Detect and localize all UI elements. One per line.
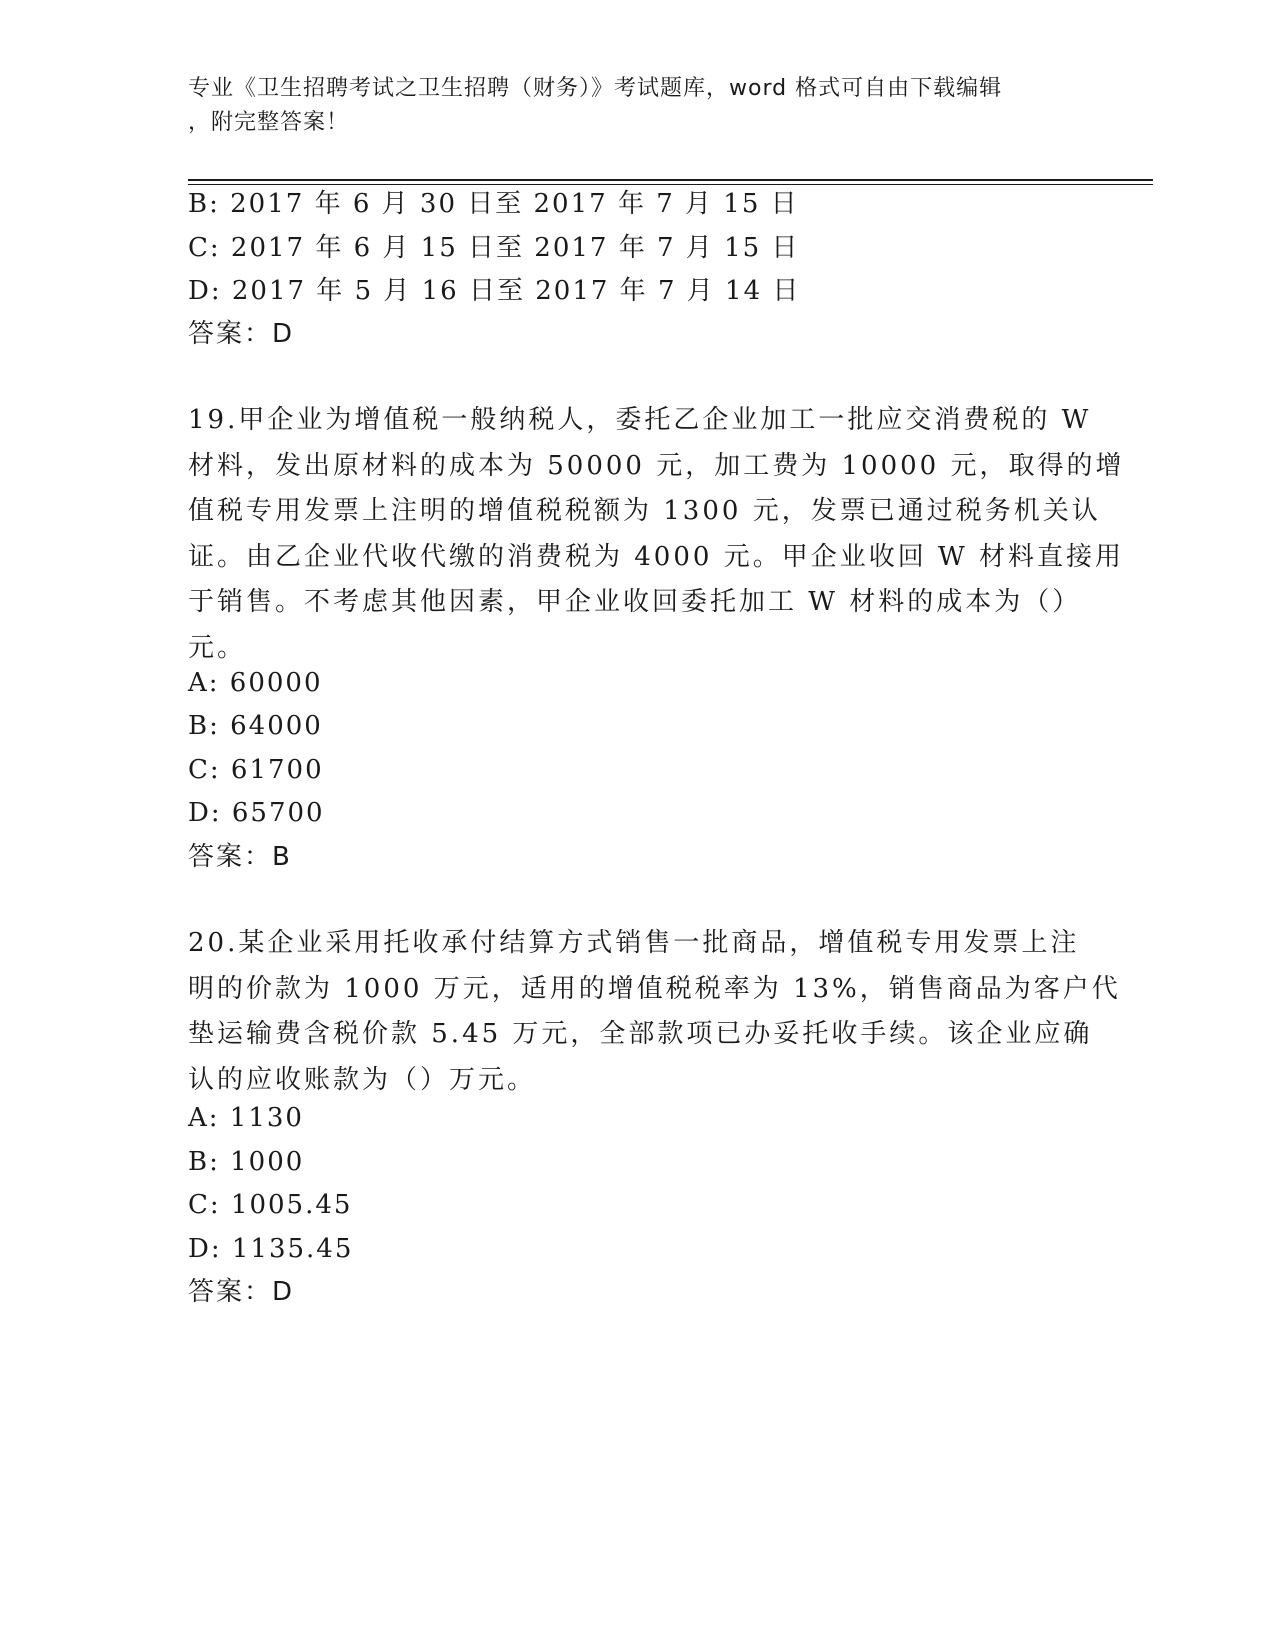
q20-stem-line: 明的价款为 1000 万元，适用的增值税税率为 13%，销售商品为客户代 [188,973,1121,1004]
q20-answer: 答案：D [188,1277,295,1307]
q20-option-c: C: 1005.45 [188,1190,353,1220]
header-line-1: 专业《卫生招聘考试之卫生招聘（财务）》考试题库，word 格式可自由下载编辑 [188,76,1003,101]
q19-stem-line: 元。 [188,632,247,663]
q20-stem-line: 认的应收账款为（）万元。 [188,1064,537,1095]
q20-option-a: A: 1130 [188,1103,304,1133]
q19-answer: 答案：B [188,842,292,872]
q20-stem-line: 20.某企业采用托收承付结算方式销售一批商品，增值税专用发票上注 [188,928,1080,958]
document-header [188,72,1068,140]
header-line-2: ，附完整答案！ [188,110,350,135]
q19-option-d: D: 65700 [188,798,325,828]
q19-stem-line: 值税专用发票上注明的增值税税额为 1300 元，发票已通过税务机关认 [188,496,1101,526]
q19-stem-line: 19.甲企业为增值税一般纳税人，委托乙企业加工一批应交消费税的 W [188,405,1092,435]
q19-option-b: B: 64000 [188,711,323,741]
q20-option-b: B: 1000 [188,1147,305,1177]
q19-option-c: C: 61700 [188,755,324,785]
q19-stem [188,398,1125,671]
header-divider-thin [188,184,1153,185]
q18-answer: 答案：D [188,319,295,349]
q18-option-b: B: 2017 年 6 月 30 日至 2017 年 7 月 15 日 [188,189,799,219]
q20-stem [188,921,1121,1103]
q20-stem-line: 垫运输费含税价款 5.45 万元，全部款项已办妥托收手续。该企业应确 [188,1019,1093,1049]
q19-option-a: A: 60000 [188,668,323,698]
q19-stem-line: 材料，发出原材料的成本为 50000 元，加工费为 10000 元，取得的增 [188,450,1125,481]
q20-option-d: D: 1135.45 [188,1234,354,1264]
q19-stem-line: 于销售。不考虑其他因素，甲企业收回委托加工 W 材料的成本为（） [188,587,1082,617]
q18-option-c: C: 2017 年 6 月 15 日至 2017 年 7 月 15 日 [188,233,800,263]
header-divider-thick [188,179,1153,181]
q18-option-d: D: 2017 年 5 月 16 日至 2017 年 7 月 14 日 [188,276,801,306]
q19-stem-line: 证。由乙企业代收代缴的消费税为 4000 元。甲企业收回 W 材料直接用 [188,541,1124,572]
